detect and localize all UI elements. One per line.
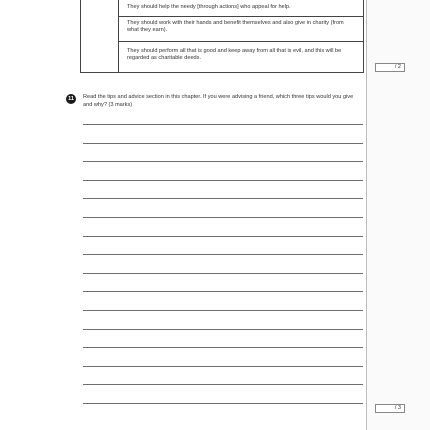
answer-line[interactable] <box>83 347 363 348</box>
answer-line[interactable] <box>83 310 363 311</box>
answer-line[interactable] <box>83 161 363 162</box>
table-cell: They should help the needy [through actions] who appeal for help. <box>127 4 291 10</box>
answer-line[interactable] <box>83 329 363 330</box>
answer-line[interactable] <box>83 291 363 292</box>
answer-line[interactable] <box>83 254 363 255</box>
answer-lines[interactable] <box>83 124 363 422</box>
answer-line[interactable] <box>83 403 363 404</box>
table-cell: They should perform all that is good and keep away from all that is evil, and this will be regarded as charitable deeds. <box>127 48 342 62</box>
table-cell: They should work with their hands and benefit themselves and also give in charity (from what they earn). <box>127 20 344 34</box>
answer-line[interactable] <box>83 273 363 274</box>
answer-table <box>80 0 364 73</box>
answer-line[interactable] <box>83 180 363 181</box>
margin-divider <box>366 0 367 430</box>
table-row <box>119 42 363 71</box>
answer-line[interactable] <box>83 143 363 144</box>
answer-line[interactable] <box>83 236 363 237</box>
answer-line[interactable] <box>83 124 363 125</box>
mark-box-lower[interactable]: / 3 <box>375 404 405 413</box>
answer-line[interactable] <box>83 384 363 385</box>
answer-line[interactable] <box>83 366 363 367</box>
table-row <box>119 0 363 17</box>
question-number-badge: 11 <box>66 94 76 104</box>
question-text: Read the tips and advice section in this chapter. If you were advising a friend, which three tips would you give and why? (3 marks) <box>83 94 354 108</box>
answer-line[interactable] <box>83 217 363 218</box>
answer-line[interactable] <box>83 198 363 199</box>
table-row <box>119 17 363 42</box>
mark-box-upper[interactable]: / 2 <box>375 63 405 72</box>
